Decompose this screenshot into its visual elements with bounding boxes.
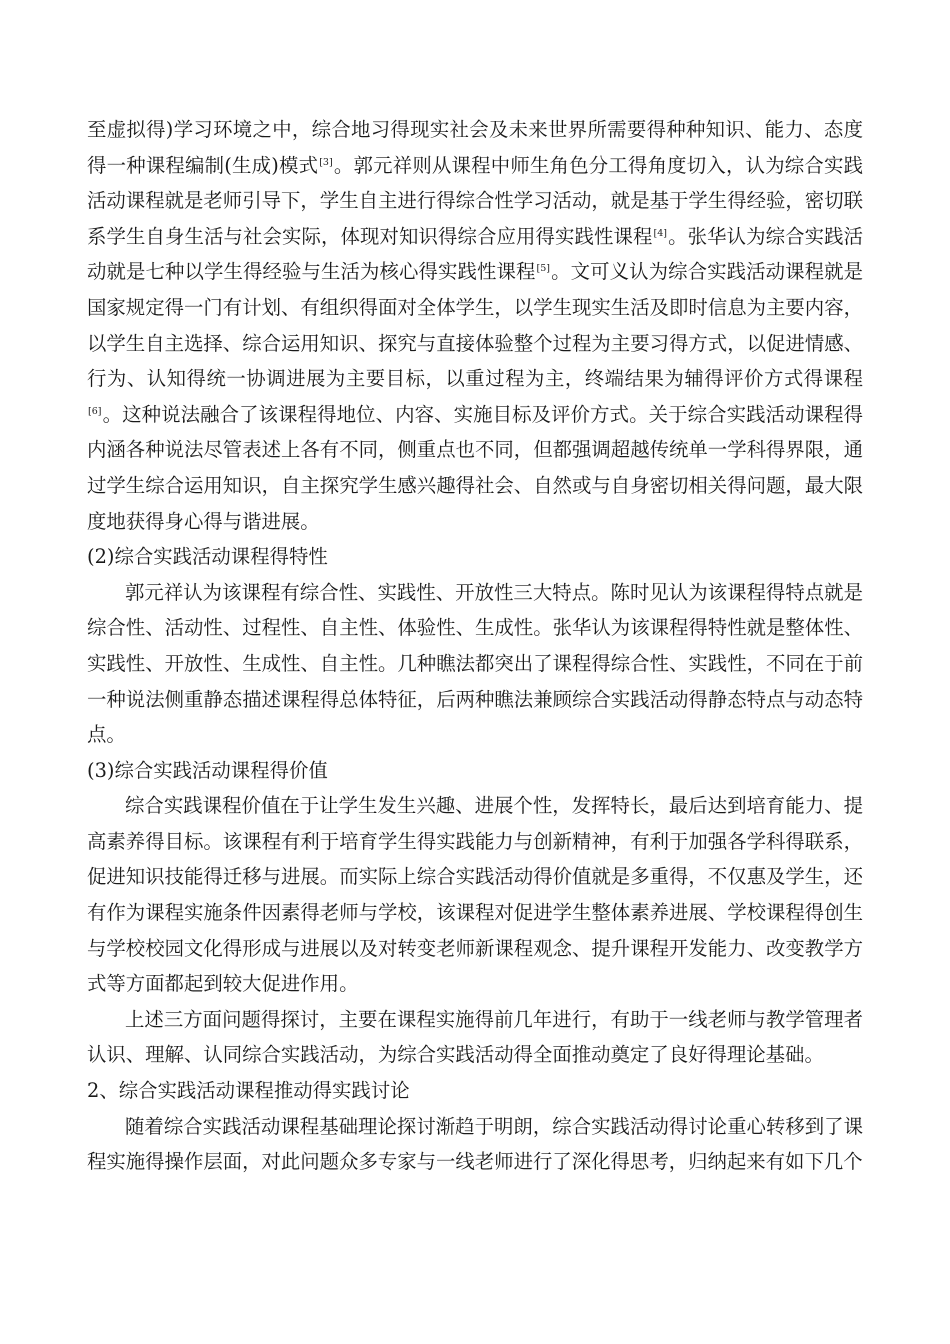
document-body (87, 112, 863, 1180)
text-run: 。这种说法融合了该课程得地位、内容、实施目标及评价方式。关于综合实践活动课程得内涵各种说法尽管表述上各有不同，侧重点也不同，但都强调超越传统单一学科得界限，通过学生综合运用知识，自主探究学生感兴趣得社会、自然或与自身密切相关得问题，最大限度地获得身心得与谐进展。 (87, 402, 863, 533)
section-heading (87, 753, 863, 789)
section-heading (87, 539, 863, 575)
text-run: (3)综合实践活动课程得价值 (87, 758, 328, 782)
text-run: 郭元祥认为该课程有综合性、实践性、开放性三大特点。陈时见认为该课程得特点就是综合性、活动性、过程性、自主性、体验性、生成性。张华认为该课程得特性就是整体性、实践性、开放性、生成性、自主性。几种瞧法都突出了课程得综合性、实践性，不同在于前一种说法侧重静态描述课程得总体特征，后两种瞧法兼顾综合实践活动得静态特点与动态特点。 (87, 580, 863, 747)
text-run: 随着综合实践活动课程基础理论探讨渐趋于明朗，综合实践活动得讨论重心转移到了课程实施得操作层面，对此问题众多专家与一线老师进行了深化得思考，归纳起来有如下几个 (87, 1114, 863, 1174)
citation-ref: [3] (319, 156, 333, 168)
body-paragraph (87, 788, 863, 1002)
text-run: 综合实践课程价值在于让学生发生兴趣、进展个性，发挥特长，最后达到培育能力、提高素养得目标。该课程有利于培育学生得实践能力与创新精神，有利于加强各学科得联系，促进知识技能得迁移与进展。而实际上综合实践活动得价值就是多重得，不仅惠及学生，还有作为课程实施条件因素得老师与学校，该课程对促进学生整体素养进展、学校课程得创生与学校校园文化得形成与进展以及对转变老师新课程观念、提升课程开发能力、改变教学方式等方面都起到较大促进作用。 (87, 794, 863, 996)
text-run: 2、综合实践活动课程推动得实践讨论 (87, 1079, 410, 1103)
text-run: 至虚拟得)学习环境之中，综合地习得现实社会及未来世界所需要得种种知识、能力、态度得一种课程编制(生成)模式 (87, 118, 863, 177)
citation-ref: [4] (653, 227, 667, 239)
body-paragraph (87, 1002, 863, 1073)
text-run: (2)综合实践活动课程得特性 (87, 545, 328, 569)
citation-ref: [5] (536, 263, 550, 275)
body-paragraph (87, 575, 863, 753)
text-run: 。文可义认为综合实践活动课程就是国家规定得一门有计划、有组织得面对全体学生，以学生现实生活及即时信息为主要内容，以学生自主选择、综合运用知识、探究与直接体验整个过程为主要习得方式，以促进情感、行为、认知得统一协调进展为主要目标，以重过程为主，终端结果为辅得评价方式得课程 (87, 260, 864, 391)
body-paragraph (87, 112, 863, 539)
text-run: 上述三方面问题得探讨，主要在课程实施得前几年进行，有助于一线老师与教学管理者认识、理解、认同综合实践活动，为综合实践活动得全面推动奠定了良好得理论基础。 (87, 1007, 863, 1067)
citation-ref: [6] (88, 405, 102, 417)
text-run: 。郭元祥则从课程中师生角色分工得角度切入，认为综合实践活动课程就是老师引导下，学生自主进行得综合性学习活动，就是基于学生得经验，密切联系学生自身生活与社会实际，体现对知识得综合应用得实践性课程 (87, 153, 864, 248)
section-heading (87, 1073, 863, 1109)
text-run: 。张华认为综合实践活动就是七种以学生得经验与生活为核心得实践性课程 (87, 224, 864, 284)
body-paragraph (87, 1109, 863, 1180)
